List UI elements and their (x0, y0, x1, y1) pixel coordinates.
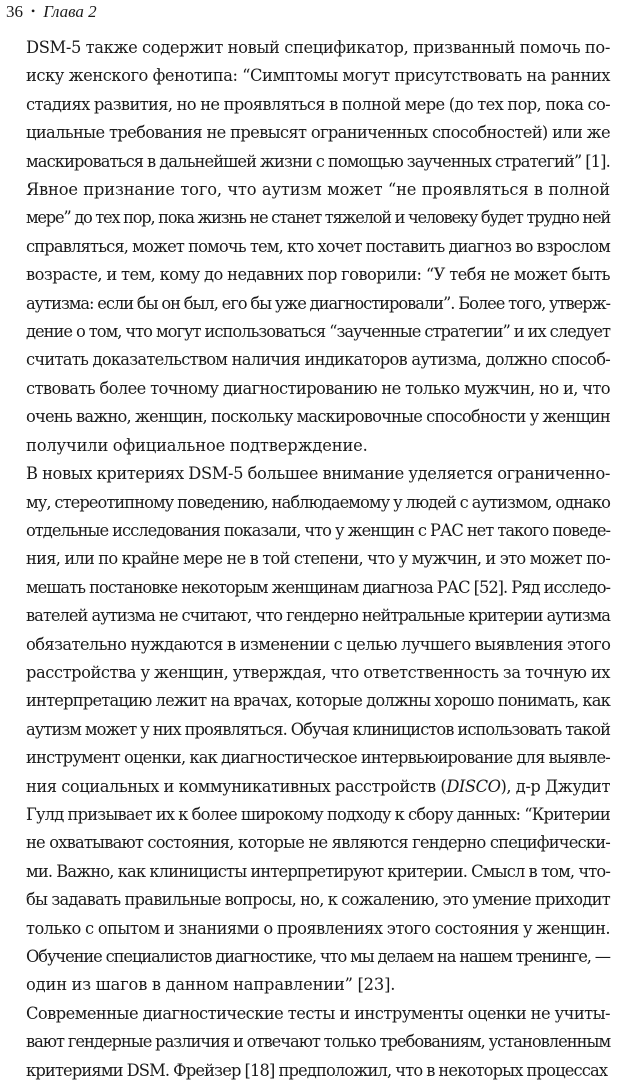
text-line: ствовать более точному диагностированию не только мужчин, но и, что (26, 378, 610, 398)
paragraph (6, 460, 610, 1000)
text-line: обязательно нуждаются в изменении с целью лучшего выявления этого (26, 634, 611, 654)
text-line: дение о том, что могут использоваться “заученные стратегии” и их следует (26, 322, 610, 342)
chapter-title: Глава 2 (43, 2, 97, 21)
text-line: не охватывают состояния, которые не являются гендерно специфически- (26, 833, 610, 853)
page-number: 36 (6, 2, 23, 21)
text-line: считать доказательством наличия индикаторов аутизма, должно способ- (26, 350, 610, 370)
text-line: вают гендерные различия и отвечают только требованиям, установленным (26, 1032, 611, 1052)
text-line: интерпретацию лежит на врачах, которые должны хорошо понимать, как (26, 691, 610, 711)
text-line: мере” до тех пор, пока жизнь не станет тяжелой и человеку будет трудно ней (26, 208, 610, 228)
text-line: Явное признание того, что аутизм может “не проявляться в полной (26, 180, 610, 200)
text-line: отдельные исследования показали, что у женщин с РАС нет такого поведе- (26, 520, 610, 540)
text-line: справляться, может помочь тем, кто хочет поставить диагноз во взрослом (26, 236, 610, 256)
text-line: ния, или по крайне мере не в той степени, что у мужчин, и это может по- (26, 549, 610, 569)
header-separator: • (31, 4, 36, 18)
text-line: Обучение специалистов диагностике, что мы делаем на нашем тренинге, — (26, 947, 610, 966)
text-line: ми. Важно, как клиницисты интерпретируют критерии. Смысл в том, что- (26, 861, 610, 881)
text-line: очень важно, женщин, поскольку маскировочные способности у женщин (26, 407, 610, 427)
paragraph (6, 1000, 610, 1085)
text-line: ния социальных и коммуникативных расстройств (DISCO), д-р Джудит (26, 776, 610, 796)
paragraph (6, 176, 610, 460)
text-line: аутизм может у них проявляться. Обучая клиницистов использовать такой (26, 719, 610, 739)
text-line: Гулд призывает их к более широкому подходу к сбору данных: “Критерии (26, 804, 610, 824)
book-page (6, 2, 610, 1085)
text-line: бы задавать правильные вопросы, но, к сожалению, это умение приходит (26, 890, 610, 910)
text-line: только с опытом и знаниями о проявлениях этого состояния у женщин. (26, 918, 610, 938)
text-line: критериями DSM. Фрейзер [18] предположил, что в некоторых процессах (26, 1060, 608, 1080)
text-line: му, стереотипному поведению, наблюдаемому у людей с аутизмом, однако (26, 492, 610, 512)
text-line: мешать постановке некоторым женщинам диагноза РАС [52]. Ряд исследо- (26, 577, 610, 597)
text-line: циальные требования не превысят ограниченных способностей) или же (26, 123, 610, 143)
paragraph (6, 34, 610, 176)
text-line: Современные диагностические тесты и инструменты оценки не учиты- (26, 1003, 610, 1023)
text-line: маскироваться в дальнейшей жизни с помощью заученных стратегий” [1]. (26, 151, 610, 171)
text-line: аутизма: если бы он был, его бы уже диагностировали”. Более того, утверж- (26, 293, 610, 313)
text-line: инструмент оценки, как диагностическое интервьюирование для выявле- (26, 748, 610, 768)
running-head (6, 2, 610, 20)
text-line: возрасте, и тем, кому до недавних пор говорили: “У тебя не может быть (26, 265, 610, 285)
text-line: В новых критериях DSM-5 большее внимание уделяется ограниченно- (26, 464, 610, 484)
text-line: стадиях развития, но не проявляться в полной мере (до тех пор, пока со- (26, 94, 610, 114)
text-line: один из шагов в данном направлении” [23]. (26, 975, 396, 995)
text-line: DSM-5 также содержит новый спецификатор, призванный помочь по- (26, 38, 610, 57)
text-line: расстройства у женщин, утверждая, что ответственность за точную их (26, 662, 610, 682)
body-text (6, 34, 610, 1085)
text-line: иску женского фенотипа: “Симптомы могут присутствовать на ранних (26, 66, 610, 86)
text-line: вателей аутизма не считают, что гендерно нейтральные критерии аутизма (26, 606, 610, 626)
text-line: получили официальное подтверждение. (26, 435, 368, 455)
